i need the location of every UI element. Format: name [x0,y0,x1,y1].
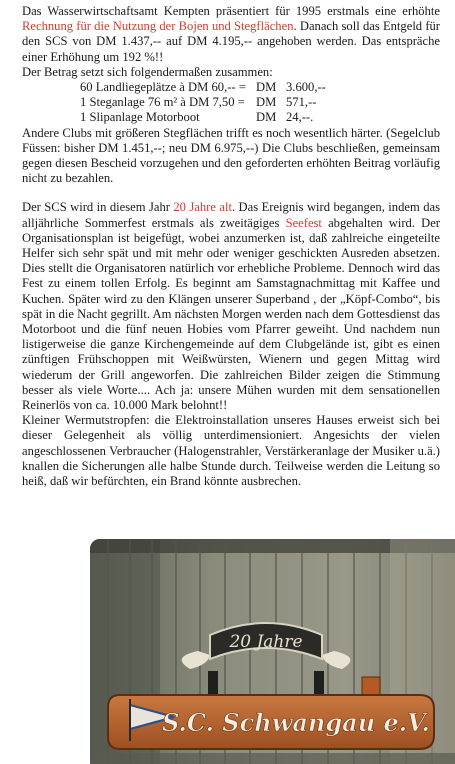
cost-item: 60 Landliegeplätze à DM 60,-- = [80,80,246,95]
cost-row [80,110,386,125]
cost-row [80,80,386,95]
article-text [22,4,440,489]
cost-currency: DM [256,95,277,110]
cost-item: 1 Steganlage 76 m² à DM 7,50 = [80,95,245,110]
text-span: Der SCS wird in diesem Jahr [22,200,174,215]
highlight-anniversary: 20 Jahre alt [173,200,232,215]
paragraph-other-clubs: Andere Clubs mit größeren Stegflächen trifft es noch wesentlich härter. (Segelclub Füssen: bisher DM 1.451,--; neu DM 6.975,--) Die Clubs beschließen, gemeinsam gegen diesen Bescheid vorzugehen und den geforderten erhöhten Beitrag vorläufig nicht zu bezahlen. [22,125,440,186]
clubhouse-photo [90,539,455,764]
highlight-fee-invoice: Rechnung für die Nutzung der Bojen und Stegflächen [22,19,294,34]
cost-amount: 3.600,-- [286,80,326,95]
cost-breakdown-table [80,80,386,126]
paragraph-electrical: Kleiner Wermutstropfen: die Elektroinstallation unseres Hauses erweist sich bei dieser Gelegenheit als völlig unterdimensioniert. Angesichts der vielen angeschlossenen Verbraucher (Halogenstrahler, Verstärkeranlage der Musiker u.ä.) knallen die Sicherungen alle halbe Stunde durch. Teilweise werden die Leitung so heiß, daß wir befürchten, ein Brand könnte ausbrechen. [22,413,440,489]
cost-currency: DM [256,110,277,125]
cost-currency: DM [256,80,277,95]
club-sign-text: S.C. Schwangau e.V. [162,708,430,737]
cost-item: 1 Slipanlage Motorboot [80,110,200,125]
cost-amount: 571,-- [286,95,317,110]
cost-row [80,95,386,110]
cost-amount: 24,--. [286,110,314,125]
text-span: Das Wasserwirtschaftsamt Kempten präsentiert für 1995 erstmals eine erhöhte [22,4,440,18]
banner-text: 20 Jahre [229,632,303,652]
paragraph-anniversary [22,200,440,413]
text-span: Der Betrag setzt sich folgendermaßen zusammen: [22,64,273,79]
paragraph-gap [22,186,440,200]
paragraph-fee-increase [22,4,440,80]
text-span: . Danach soll das Entgeld für den SCS von DM 1.437,-- auf DM 4.195,-- angehoben werden. Das entspräche einer Erhöhung um 192 %!! [22,19,441,64]
highlight-seefest: Seefest [285,215,322,230]
photo-illustration [90,539,455,764]
text-span: . Das Ereignis wird begangen, indem das alljährliche Sommerfest erstmals als zweitägiges [22,200,440,230]
text-span: abgehalten wird. Der Organisationsplan ist beigefügt, wobei anzumerken ist, daß zahlreiche eingeteilte Helfer sich sehr spät und mit mehr oder weniger geschickten Ausreden absetzen. Dies stellt die Organisatoren natürlich vor erhebliche Probleme. Dennoch wird das Fest zu einem tollen Erfolg. Es beginnt am Samstagnachmittag mit Kaffee und Kuchen. Später wird zu den Klängen unserer Superband , der „Köpf-Combo“, bis spät in die Nacht gegrillt. Am nächsten Morgen werden nach dem Gottesdienst das Motorboot und die fünf neuen Hobies vom Pfarrer geweiht. Und nachdem nun listigerweise die ganze Kirchengemeinde auf dem Clubgelände ist, gibt es einen zünftigen Frühschoppen mit Weißwürsten, Wienern und gegen Mittag wird wiederum der Grill angeworfen. Die zahlreichen Bilder zeigen die Stimmung besser als viele Worte.... Ach ja: unsere Mühen wurden mit dem sensationellen Reinerlös von ca. 10.000 Mark belohnt!! [22,215,440,413]
